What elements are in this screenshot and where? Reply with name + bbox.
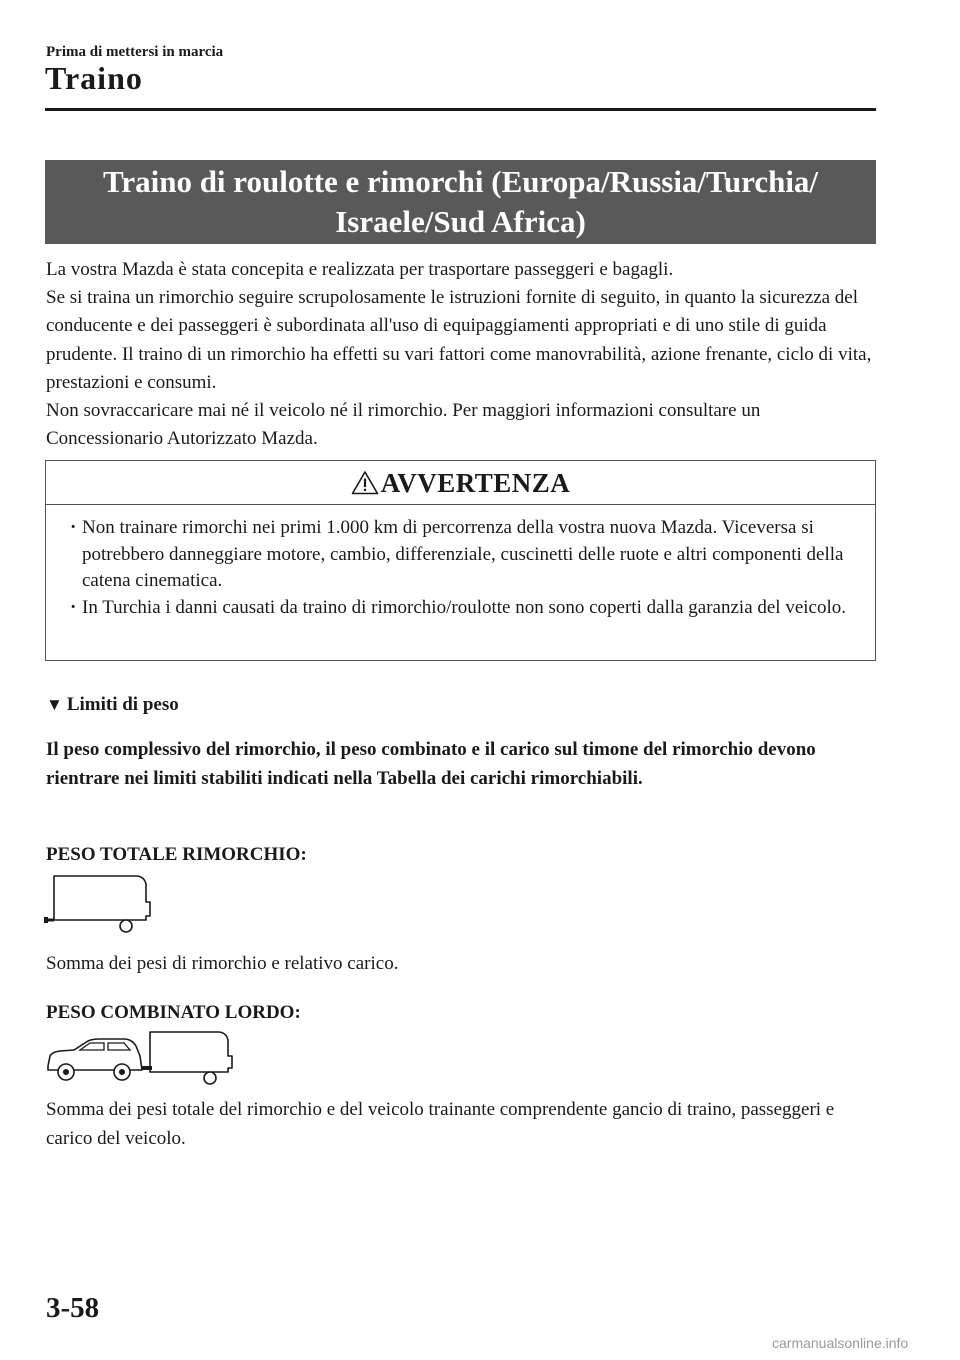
- topic-banner-line-2: Israele/Sud Africa): [335, 204, 586, 239]
- page-number: 3-58: [46, 1292, 100, 1324]
- intro-paragraph-2: Se si traina un rimorchio seguire scrupolosamente le istruzioni fornite di seguito, in quanto la sicurezza del conducente e dei passeggeri è subordinata all'uso di equipaggiamenti appropriati e di uno stile di guida prudente. Il traino di un rimorchio ha effetti su vari fattori come manovrabilità, azione frenante, ciclo di vita, prestazioni e consumi.: [46, 287, 872, 393]
- weight-limits-heading: [46, 694, 179, 716]
- page-title: Traino: [45, 60, 143, 96]
- warning-title: AVVERTENZA: [380, 468, 571, 498]
- intro-paragraph-1: La vostra Mazda è stata concepita e realizzata per trasportare passeggeri e bagagli.: [46, 259, 674, 280]
- weight-limits-intro: Il peso complessivo del rimorchio, il peso combinato e il carico sul timone del rimorchio devono rientrare nei limiti stabiliti indicati nella Tabella dei carichi rimorchiabili.: [46, 739, 816, 789]
- gross-combined-weight-desc: Somma dei pesi totale del rimorchio e del veicolo trainante comprendente gancio di traino, passeggeri e carico del veicolo.: [46, 1099, 835, 1149]
- title-rule: [45, 108, 876, 111]
- intro-paragraph-3: Non sovraccaricare mai né il veicolo né il rimorchio. Per maggiori informazioni consultare un Concessionario Autorizzato Mazda.: [46, 400, 761, 450]
- trailer-icon: [44, 868, 156, 934]
- intro-text: [46, 256, 876, 453]
- topic-banner-line-1: Traino di roulotte e rimorchi (Europa/Russia/Turchia/: [102, 164, 819, 199]
- warning-item: · Non trainare rimorchi nei primi 1.000 km di percorrenza della vostra nuova Mazda. Viceversa si potrebbero danneggiare motore, cambio, differenziale, cuscinetti delle ruote e altri componenti della catena cinematica.: [70, 515, 846, 595]
- car-with-trailer-icon: [44, 1026, 236, 1088]
- warning-header: [46, 461, 875, 505]
- gross-combined-weight-label: PESO COMBINATO LORDO:: [46, 1002, 301, 1023]
- warning-list: [46, 505, 846, 621]
- watermark: carmanualsonline.info: [772, 1335, 909, 1351]
- total-trailer-weight-label: PESO TOTALE RIMORCHIO:: [46, 844, 307, 865]
- breadcrumb: Prima di mettersi in marcia: [46, 44, 224, 60]
- warning-item: · In Turchia i danni causati da traino di rimorchio/roulotte non sono coperti dalla garanzia del veicolo.: [70, 595, 846, 622]
- weight-limits-heading-text: Limiti di peso: [66, 694, 179, 715]
- warning-triangle-icon: [351, 470, 379, 495]
- topic-banner: [45, 160, 876, 244]
- triangle-down-icon: ▼: [46, 695, 63, 714]
- warning-box: [45, 460, 876, 661]
- total-trailer-weight-desc: Somma dei pesi di rimorchio e relativo carico.: [46, 953, 399, 974]
